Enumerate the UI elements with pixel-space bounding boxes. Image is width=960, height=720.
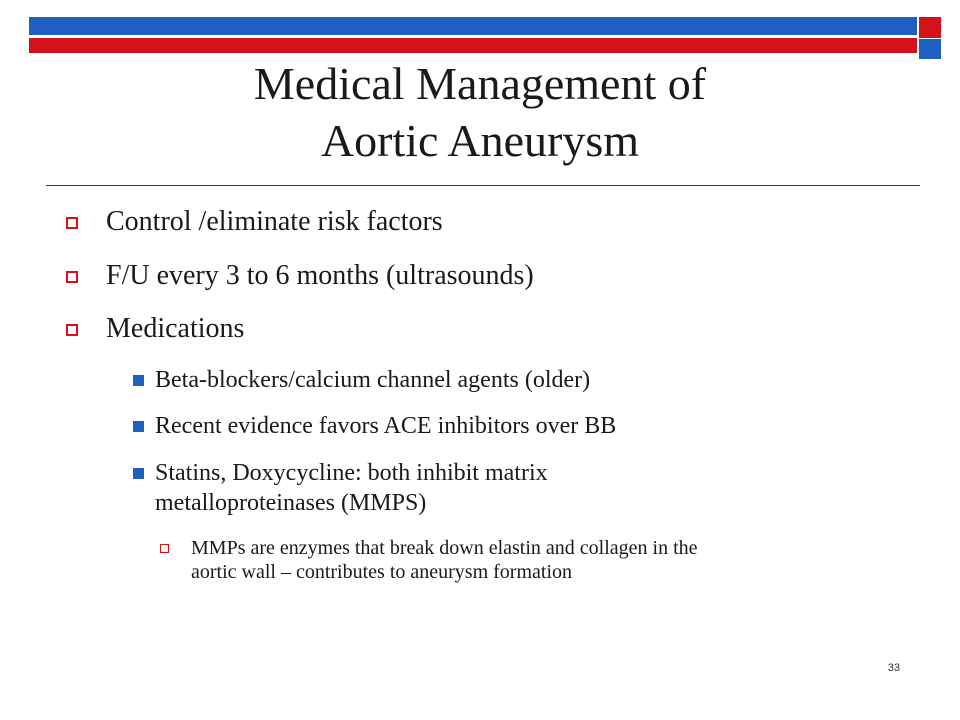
slide-title-line2: Aortic Aneurysm xyxy=(320,115,640,166)
filled-square-bullet-icon xyxy=(133,421,144,432)
bullet-item xyxy=(66,259,534,293)
sub-sub-bullet-text-line2: aortic wall – contributes to aneurysm formation xyxy=(191,561,573,583)
page-number: 33 xyxy=(887,662,900,674)
hollow-square-bullet-icon xyxy=(66,271,78,283)
hollow-square-bullet-icon xyxy=(160,544,169,553)
slide-title-line1: Medical Management of xyxy=(253,58,707,109)
sub-bullet-item xyxy=(133,411,616,441)
filled-square-bullet-icon xyxy=(133,468,144,479)
hollow-square-bullet-icon xyxy=(66,324,78,336)
sub-sub-bullet-text xyxy=(191,536,698,584)
bullet-item xyxy=(66,312,244,346)
sub-bullet-text: Recent evidence favors ACE inhibitors over BB xyxy=(155,413,617,439)
sub-sub-bullet-text-line1: MMPs are enzymes that break down elastin and collagen in the xyxy=(191,537,698,559)
header-red-bar xyxy=(29,38,917,53)
title-divider xyxy=(46,185,920,186)
sub-bullet-item xyxy=(133,365,590,395)
bullet-text: Medications xyxy=(106,313,245,344)
header-blue-bar xyxy=(29,17,917,35)
sub-bullet-text: Beta-blockers/calcium channel agents (older) xyxy=(155,367,591,393)
corner-red-square xyxy=(919,17,941,38)
sub-bullet-text-line1: Statins, Doxycycline: both inhibit matrix xyxy=(155,460,548,486)
sub-sub-bullet-item xyxy=(160,536,698,584)
sub-bullet-text-line2: metalloproteinases (MMPS) xyxy=(155,490,427,516)
slide-title xyxy=(0,55,960,169)
bullet-text: Control /eliminate risk factors xyxy=(106,206,443,237)
filled-square-bullet-icon xyxy=(133,375,144,386)
sub-bullet-text xyxy=(155,458,548,518)
bullet-text: F/U every 3 to 6 months (ultrasounds) xyxy=(106,260,534,291)
hollow-square-bullet-icon xyxy=(66,217,78,229)
sub-bullet-item xyxy=(133,458,548,518)
bullet-item xyxy=(66,205,443,239)
